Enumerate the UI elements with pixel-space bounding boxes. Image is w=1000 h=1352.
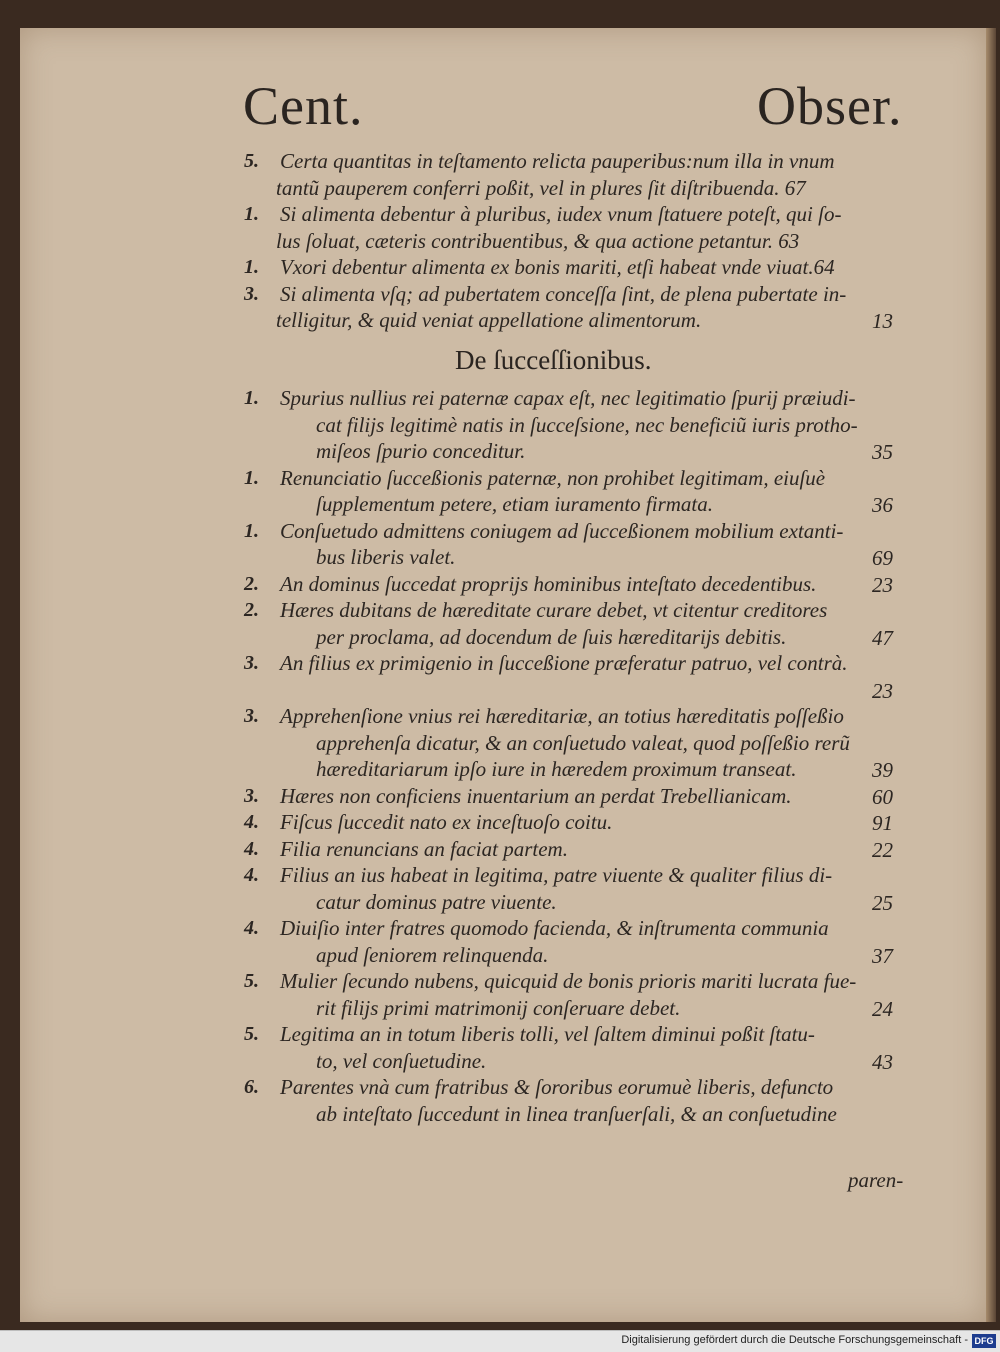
entry-line: Hæres dubitans de hæreditate curare debet, vt citentur creditores [280, 598, 828, 622]
entry-number: 3. [244, 705, 259, 727]
entry-line: Parentes vnà cum fratribus & ſororibus eorumuè liberis, defuncto [280, 1075, 834, 1099]
entry-number: 2. [244, 572, 259, 595]
entry-number: 5. [244, 150, 259, 172]
entry-page-number: 39 [872, 758, 893, 782]
entry-line: lus ſoluat, cæteris contribuentibus, & qua actione petantur. 63 [276, 228, 800, 253]
entry-line: cat filijs legitimè natis in ſucceſsione, nec beneficiũ iuris protho- [316, 412, 858, 437]
entry-line: Si alimenta vſq; ad pubertatem conceſſa ſint, de plena pubertate in- [280, 281, 847, 306]
footer-bar [0, 1330, 1000, 1352]
entry-number: 3. [244, 652, 259, 674]
funding-notice: Digitalisierung gefördert durch die Deutsche Forschungsgemeinschaft - [621, 1334, 968, 1346]
entry-number: 5. [244, 1023, 259, 1045]
entry-line: An filius ex primigenio in ſucceßione præferatur patruo, vel contrà. [280, 651, 848, 675]
entry-number: 4. [244, 837, 259, 860]
entry-line: Apprehenſione vnius rei hæreditariæ, an totius hæreditatis poſſeßio [280, 704, 844, 728]
running-head-left: Cent. [243, 76, 364, 136]
entry-number: 4. [244, 917, 259, 939]
entry-line: Filia renuncians an faciat partem. [280, 836, 568, 861]
entry-line: tantũ pauperem conferri poßit, vel in plures ſit diſtribuenda. 67 [276, 175, 806, 200]
entry-line: Si alimenta debentur à pluribus, iudex vnum ſtatuere poteſt, qui ſo- [280, 202, 842, 226]
entry-page-number: 24 [872, 996, 893, 1021]
entry-number: 1. [244, 466, 259, 489]
entry-line: Legitima an in totum liberis tolli, vel ſaltem diminui poßit ſtatu- [280, 1022, 815, 1046]
entry-page-number: 25 [872, 890, 893, 915]
entry-line: apprehenſa dicatur, & an conſuetudo valeat, quod poſſeßio rerũ [316, 730, 850, 755]
entry-line: Vxori debentur alimenta ex bonis mariti, etſi habeat vnde viuat.64 [280, 255, 835, 279]
entry-number: 3. [244, 282, 259, 305]
entry-line: Conſuetudo admittens coniugem ad ſucceßionem mobilium extanti- [280, 518, 844, 543]
entry-page-number: 91 [872, 811, 893, 835]
entry-number: 4. [244, 864, 259, 886]
entry-number: 1. [244, 387, 259, 409]
running-head-right: Obser. [757, 76, 903, 136]
entry-line: bus liberis valet. [316, 545, 456, 569]
entry-number: 5. [244, 970, 259, 992]
entry-line: ab inteſtato ſuccedunt in linea tranſuerſali, & an conſuetudine [316, 1101, 837, 1126]
entry-line: rit filijs primi matrimonij conſeruare debet. [316, 995, 681, 1020]
entry-line: Renunciatio ſucceßionis paternæ, non prohibet legitimam, eiuſuè [280, 465, 826, 490]
entry-number: 1. [244, 203, 259, 225]
entry-line: Filius an ius habeat in legitima, patre viuente & qualiter filius di- [280, 863, 833, 887]
section-heading: De ſucceſſionibus. [455, 345, 652, 375]
entry-line: Diuiſio inter fratres quomodo facienda, & inſtrumenta communia [280, 916, 829, 940]
entry-number: 4. [244, 811, 259, 833]
entry-number: 1. [244, 256, 259, 278]
entry-line: ſupplementum petere, etiam iuramento firmata. [316, 492, 713, 516]
entry-page-number: 35 [872, 440, 893, 464]
entry-line: An dominus ſuccedat proprijs hominibus inteſtato decedentibus. [280, 571, 817, 596]
dfg-logo: DFG [972, 1334, 996, 1348]
entry-line: Hæres non conficiens inuentarium an perdat Trebellianicam. [280, 783, 792, 808]
entry-line: per proclama, ad docendum de ſuis hæreditarijs debitis. [316, 624, 787, 649]
entry-line: Fiſcus ſuccedit nato ex inceſtuoſo coitu. [280, 810, 613, 834]
entry-page-number: 60 [872, 784, 893, 809]
entry-line: hæreditariarum ipſo iure in hæredem proximum transeat. [316, 757, 797, 781]
catchword: paren- [848, 1168, 904, 1192]
entry-number: 6. [244, 1076, 259, 1098]
entry-number: 2. [244, 599, 259, 621]
entry-line: Spurius nullius rei paternæ capax eſt, nec legitimatio ſpurij præiudi- [280, 386, 856, 410]
entry-number: 1. [244, 519, 259, 542]
entry-page-number: 36 [872, 493, 893, 517]
entry-page-number: 69 [872, 546, 893, 570]
entry-page-number: 23 [872, 572, 893, 597]
entry-line: catur dominus patre viuente. [316, 889, 557, 914]
entry-page-number: 37 [872, 943, 893, 968]
entry-line: telligitur, & quid veniat appellatione alimentorum. [276, 308, 702, 332]
entry-page-number: 22 [872, 837, 893, 862]
entry-page-number: 23 [872, 678, 893, 703]
entry-line: apud ſeniorem relinquenda. [316, 942, 549, 967]
entry-line: miſeos ſpurio conceditur. [316, 439, 526, 463]
entry-page-number: 43 [872, 1049, 893, 1074]
entry-line: to, vel conſuetudine. [316, 1048, 487, 1073]
entry-number: 3. [244, 784, 259, 807]
entry-page-number: 13 [872, 309, 893, 333]
entry-line: Certa quantitas in teſtamento relicta pauperibus:num illa in vnum [280, 149, 835, 173]
entry-line: Mulier ſecundo nubens, quicquid de bonis prioris mariti lucrata fue- [280, 969, 857, 993]
entry-page-number: 47 [872, 625, 893, 650]
